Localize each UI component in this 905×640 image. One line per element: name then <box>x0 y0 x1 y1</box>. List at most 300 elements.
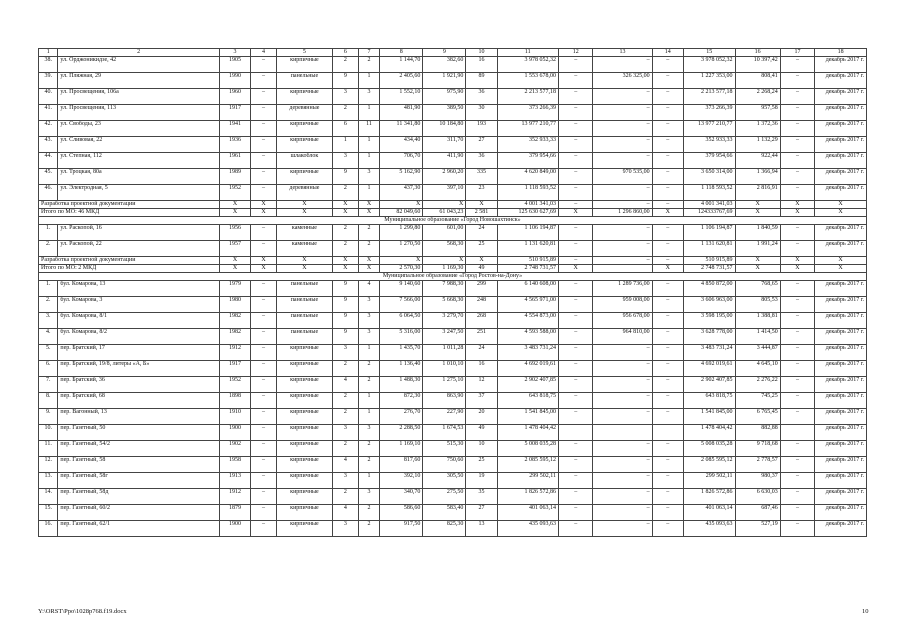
table-cell: – <box>558 89 592 105</box>
table-cell <box>652 425 683 441</box>
summary-cell: X <box>332 257 358 265</box>
table-cell: бул. Комарова, 13 <box>58 281 220 297</box>
table-cell: 882,88 <box>735 425 780 441</box>
table-cell: 1917 <box>219 361 250 377</box>
summary-cell: X <box>276 201 332 209</box>
table-cell: 957,58 <box>735 105 780 121</box>
table-cell: 9 <box>332 169 358 185</box>
table-cell: декабрь 2017 г. <box>815 393 867 409</box>
table-cell: – <box>558 489 592 505</box>
table-cell: 1912 <box>219 489 250 505</box>
table-cell: 4. <box>39 329 58 345</box>
table-cell: – <box>780 377 814 393</box>
column-number: 12 <box>558 49 592 57</box>
table-cell: 706,70 <box>380 153 423 169</box>
table-cell: 15. <box>39 505 58 521</box>
table-cell: 9. <box>39 409 58 425</box>
table-cell: 1879 <box>219 505 250 521</box>
table-cell: 1 270,50 <box>380 241 423 257</box>
table-cell: декабрь 2017 г. <box>815 169 867 185</box>
table-cell: 1 414,50 <box>735 329 780 345</box>
table-cell: – <box>558 241 592 257</box>
summary-cell: X <box>780 257 814 265</box>
table-cell: 1 <box>358 153 380 169</box>
table-cell: 13. <box>39 473 58 489</box>
table-cell: 1 921,90 <box>423 73 466 89</box>
table-cell: 4 554 873,00 <box>497 313 558 329</box>
table-cell: 10. <box>39 425 58 441</box>
summary-cell: X <box>735 209 780 217</box>
table-cell: 3 <box>358 89 380 105</box>
table-cell: 5 316,00 <box>380 329 423 345</box>
table-cell: 750,60 <box>423 457 466 473</box>
table-cell: 1 478 404,42 <box>683 425 735 441</box>
table-cell: – <box>593 457 652 473</box>
table-cell: 1 <box>358 473 380 489</box>
table-cell: – <box>251 137 277 153</box>
table-cell: 3 <box>332 345 358 361</box>
table-cell: – <box>652 225 683 241</box>
summary-cell: X <box>219 201 250 209</box>
table-cell: 515,30 <box>423 441 466 457</box>
table-cell: – <box>652 441 683 457</box>
summary-cell <box>593 265 652 273</box>
table-cell: кирпичные <box>276 89 332 105</box>
table-cell: 2 <box>332 241 358 257</box>
table-cell: 2 902 407,85 <box>497 377 558 393</box>
summary-cell: 2 570,30 <box>380 265 423 273</box>
table-cell: пер. Газетный, 58г <box>58 473 220 489</box>
table-cell: декабрь 2017 г. <box>815 241 867 257</box>
table-cell: 1 118 593,52 <box>683 185 735 201</box>
table-cell: 9 <box>332 73 358 89</box>
table-cell: 817,60 <box>380 457 423 473</box>
summary-cell: X <box>332 201 358 209</box>
summary-cell: 61 043,23 <box>423 209 466 217</box>
table-cell: 568,30 <box>423 241 466 257</box>
table-cell: 299 <box>466 281 497 297</box>
table-cell: пер. Братский, 68 <box>58 393 220 409</box>
table-cell: деревянные <box>276 105 332 121</box>
table-cell: 11 341,80 <box>380 121 423 137</box>
table-cell: – <box>251 521 277 537</box>
column-number: 15 <box>683 49 735 57</box>
table-cell: 922,44 <box>735 153 780 169</box>
column-number: 4 <box>251 49 277 57</box>
table-cell: 193 <box>466 121 497 137</box>
table-cell: – <box>558 185 592 201</box>
table-cell: кирпичные <box>276 521 332 537</box>
table-cell: 326 325,00 <box>593 73 652 89</box>
summary-cell: – <box>593 201 652 209</box>
summary-cell: X <box>815 209 867 217</box>
table-cell: – <box>593 57 652 73</box>
table-cell: – <box>558 473 592 489</box>
summary-cell: X <box>358 257 380 265</box>
summary-cell: – <box>593 257 652 265</box>
summary-cell: X <box>276 265 332 273</box>
summary-cell: 2 581 <box>466 209 497 217</box>
table-cell: кирпичные <box>276 377 332 393</box>
table-cell: – <box>652 105 683 121</box>
table-cell: 2 405,60 <box>380 73 423 89</box>
table-cell: – <box>652 153 683 169</box>
table-cell: – <box>558 521 592 537</box>
table-cell: декабрь 2017 г. <box>815 473 867 489</box>
table-cell: кирпичные <box>276 425 332 441</box>
summary-cell: 2 748 731,57 <box>683 265 735 273</box>
summary-cell: X <box>815 265 867 273</box>
table-cell: 8. <box>39 393 58 409</box>
summary-cell: 49 <box>466 265 497 273</box>
summary-label: Итого по МО: 46 МКД <box>39 209 220 217</box>
table-cell: декабрь 2017 г. <box>815 457 867 473</box>
table-cell: 1 <box>358 137 380 153</box>
table-cell: 248 <box>466 297 497 313</box>
table-cell: – <box>652 121 683 137</box>
table-cell: – <box>558 169 592 185</box>
table-cell: – <box>251 89 277 105</box>
table-cell: – <box>652 489 683 505</box>
table-row <box>39 281 867 297</box>
table-cell: 4 620 849,00 <box>497 169 558 185</box>
table-cell: 1 227 353,00 <box>683 73 735 89</box>
table-cell: 373 266,39 <box>683 105 735 121</box>
table-cell: 1. <box>39 281 58 297</box>
table-cell: 437,30 <box>380 185 423 201</box>
table-cell: – <box>251 441 277 457</box>
table-cell: 4 565 971,00 <box>497 297 558 313</box>
table-cell: 305,50 <box>423 473 466 489</box>
table-cell: – <box>593 105 652 121</box>
table-cell: 4 <box>332 457 358 473</box>
table-cell: 227,90 <box>423 409 466 425</box>
table-cell: декабрь 2017 г. <box>815 361 867 377</box>
table-cell: 1 674,53 <box>423 425 466 441</box>
column-number: 9 <box>423 49 466 57</box>
table-cell: 1900 <box>219 425 250 441</box>
table-cell: 1 106 194,87 <box>683 225 735 241</box>
table-cell: 49 <box>466 425 497 441</box>
table-cell: 917,50 <box>380 521 423 537</box>
table-cell: 1980 <box>219 297 250 313</box>
table-cell: панельные <box>276 329 332 345</box>
summary-cell: X <box>780 265 814 273</box>
summary-cell: X <box>251 209 277 217</box>
table-cell: 4 593 588,00 <box>497 329 558 345</box>
table-cell: 3 279,70 <box>423 313 466 329</box>
table-cell: – <box>251 377 277 393</box>
table-cell: – <box>593 489 652 505</box>
table-cell: 1 118 593,52 <box>497 185 558 201</box>
footer-file-path: Y:\ORST\Ppo\1028p768.f19.docx <box>38 608 127 615</box>
table-cell: 9 140,60 <box>380 281 423 297</box>
summary-cell: X <box>276 209 332 217</box>
section-header-row <box>39 217 867 225</box>
table-cell: – <box>251 297 277 313</box>
table-cell: 3 <box>358 489 380 505</box>
summary-cell: 4 001 341,03 <box>683 201 735 209</box>
table-cell: кирпичные <box>276 361 332 377</box>
table-cell: декабрь 2017 г. <box>815 225 867 241</box>
table-cell: 2. <box>39 241 58 257</box>
table-cell: 1 <box>358 393 380 409</box>
table-cell <box>558 425 592 441</box>
table-cell: 1990 <box>219 73 250 89</box>
table-cell: – <box>558 121 592 137</box>
table-cell: декабрь 2017 г. <box>815 153 867 169</box>
table-cell: – <box>593 377 652 393</box>
table-cell: бул. Комарова, 8/2 <box>58 329 220 345</box>
table-cell: – <box>780 329 814 345</box>
table-cell: ул. Просвещения, 106а <box>58 89 220 105</box>
table-cell: 389,50 <box>423 105 466 121</box>
table-cell: – <box>251 505 277 521</box>
table-cell <box>593 425 652 441</box>
summary-label: Разработка проектной документации <box>39 257 220 265</box>
table-cell: – <box>593 473 652 489</box>
table-cell: ул. Раскопой, 22 <box>58 241 220 257</box>
table-cell: 1 478 404,42 <box>497 425 558 441</box>
table-cell: – <box>251 225 277 241</box>
summary-cell: 82 049,60 <box>380 209 423 217</box>
table-cell: бул. Комарова, 8/1 <box>58 313 220 329</box>
table-cell: – <box>780 89 814 105</box>
table-cell: бул. Комарова, 3 <box>58 297 220 313</box>
table-cell: 9 <box>332 297 358 313</box>
table-cell: 6 140 608,00 <box>497 281 558 297</box>
table-cell: 3 598 195,00 <box>683 313 735 329</box>
table-cell: 1982 <box>219 313 250 329</box>
table-cell: 2 <box>332 489 358 505</box>
table-cell: – <box>780 313 814 329</box>
table-cell: 12 <box>466 377 497 393</box>
table-cell: пер. Газетный, 60/2 <box>58 505 220 521</box>
table-cell: 975,90 <box>423 89 466 105</box>
table-cell: декабрь 2017 г. <box>815 121 867 137</box>
table-cell: – <box>251 241 277 257</box>
table-cell: 1961 <box>219 153 250 169</box>
table-cell: 808,41 <box>735 73 780 89</box>
table-cell: – <box>251 185 277 201</box>
table-cell: 956 678,00 <box>593 313 652 329</box>
table-cell: 299 502,11 <box>497 473 558 489</box>
table-cell: 1941 <box>219 121 250 137</box>
summary-cell: 124333767,69 <box>683 209 735 217</box>
column-number: 17 <box>780 49 814 57</box>
table-cell: 1. <box>39 225 58 241</box>
table-cell: 1958 <box>219 457 250 473</box>
table-cell: 382,60 <box>423 57 466 73</box>
table-cell: 1 131 620,81 <box>497 241 558 257</box>
table-cell: 5 008 035,28 <box>497 441 558 457</box>
summary-cell: X <box>558 265 592 273</box>
table-cell: – <box>593 441 652 457</box>
table-cell: 2 268,24 <box>735 89 780 105</box>
table-cell: 2 <box>358 225 380 241</box>
summary-cell: X <box>219 265 250 273</box>
table-cell: кирпичные <box>276 345 332 361</box>
summary-cell: X <box>652 265 683 273</box>
summary-cell: – <box>558 257 592 265</box>
summary-cell: X <box>358 265 380 273</box>
total-row <box>39 209 867 217</box>
summary-cell: X <box>815 201 867 209</box>
table-cell: – <box>558 105 592 121</box>
table-cell: 9 <box>332 281 358 297</box>
table-cell: – <box>558 225 592 241</box>
table-cell: 2 778,57 <box>735 457 780 473</box>
table-cell: – <box>558 57 592 73</box>
summary-cell: 4 001 341,03 <box>497 201 558 209</box>
table-cell: 3 628 778,00 <box>683 329 735 345</box>
table-cell: 1 372,36 <box>735 121 780 137</box>
table-cell: декабрь 2017 г. <box>815 57 867 73</box>
table-cell: 3 <box>358 329 380 345</box>
table-cell: 3 <box>332 425 358 441</box>
table-cell: 1905 <box>219 57 250 73</box>
table-cell: 19 <box>466 473 497 489</box>
table-cell: – <box>251 153 277 169</box>
table-cell: 527,19 <box>735 521 780 537</box>
table-cell: 586,60 <box>380 505 423 521</box>
table-cell: пер. Газетный, 58д <box>58 489 220 505</box>
table-cell: декабрь 2017 г. <box>815 441 867 457</box>
table-cell: – <box>251 425 277 441</box>
table-cell: 9 <box>332 313 358 329</box>
table-cell: 268 <box>466 313 497 329</box>
table-cell: 1 144,70 <box>380 57 423 73</box>
table-cell: 1979 <box>219 281 250 297</box>
table-cell: 4 <box>332 505 358 521</box>
summary-cell: X <box>219 209 250 217</box>
table-cell: 1 991,24 <box>735 241 780 257</box>
table-row <box>39 521 867 537</box>
table-cell: – <box>593 137 652 153</box>
table-cell: 1 552,10 <box>380 89 423 105</box>
table-cell: 1 <box>358 185 380 201</box>
table-cell: 46. <box>39 185 58 201</box>
table-cell: 2 <box>358 361 380 377</box>
table-cell: – <box>251 313 277 329</box>
table-cell: декабрь 2017 г. <box>815 281 867 297</box>
table-cell: панельные <box>276 313 332 329</box>
table-cell: 2 816,91 <box>735 185 780 201</box>
table-cell: декабрь 2017 г. <box>815 297 867 313</box>
table-row <box>39 377 867 393</box>
table-cell: 12. <box>39 457 58 473</box>
table-cell: 275,50 <box>423 489 466 505</box>
page-number: 10 <box>862 608 869 615</box>
table-cell: – <box>652 281 683 297</box>
table-cell: кирпичные <box>276 441 332 457</box>
table-row <box>39 89 867 105</box>
table-cell: 1936 <box>219 137 250 153</box>
table-cell: ул. Электродная, 5 <box>58 185 220 201</box>
table-cell: 40. <box>39 89 58 105</box>
table-cell: – <box>593 521 652 537</box>
table-cell: декабрь 2017 г. <box>815 505 867 521</box>
summary-label: Итого по МО: 2 МКД <box>39 265 220 273</box>
summary-cell: 1 296 860,00 <box>593 209 652 217</box>
table-cell: – <box>780 121 814 137</box>
table-cell: 3 <box>358 313 380 329</box>
table-row <box>39 169 867 185</box>
table-cell: 38. <box>39 57 58 73</box>
table-cell: 435 093,63 <box>497 521 558 537</box>
table-cell: – <box>780 137 814 153</box>
table-cell: ул. Троцкая, 80а <box>58 169 220 185</box>
table-cell: декабрь 2017 г. <box>815 409 867 425</box>
table-cell: – <box>780 361 814 377</box>
table-cell: 45. <box>39 169 58 185</box>
table-cell: 1 275,10 <box>423 377 466 393</box>
table-cell: 2 902 407,85 <box>683 377 735 393</box>
table-cell: 1957 <box>219 241 250 257</box>
table-cell: – <box>558 345 592 361</box>
table-cell: 24 <box>466 225 497 241</box>
summary-cell: X <box>466 257 497 265</box>
table-cell: 16 <box>466 57 497 73</box>
table-cell: 863,90 <box>423 393 466 409</box>
table-cell: декабрь 2017 г. <box>815 105 867 121</box>
table-cell: 36 <box>466 153 497 169</box>
table-cell: 1898 <box>219 393 250 409</box>
table-cell: – <box>780 409 814 425</box>
table-cell: – <box>558 137 592 153</box>
table-cell: – <box>251 105 277 121</box>
column-number: 16 <box>735 49 780 57</box>
table-cell: – <box>780 225 814 241</box>
repair-program-table <box>38 48 867 537</box>
table-cell: – <box>652 329 683 345</box>
table-cell: 872,30 <box>380 393 423 409</box>
table-cell: 4 850 872,00 <box>683 281 735 297</box>
table-cell: – <box>780 521 814 537</box>
table-cell: ул. Степная, 112 <box>58 153 220 169</box>
table-cell: 4 692 019,61 <box>497 361 558 377</box>
table-cell: – <box>593 225 652 241</box>
table-cell: 4 645,10 <box>735 361 780 377</box>
table-cell: 401 063,14 <box>497 505 558 521</box>
table-cell: – <box>652 457 683 473</box>
column-number: 2 <box>58 49 220 57</box>
summary-cell: X <box>251 201 277 209</box>
table-cell: – <box>593 345 652 361</box>
summary-cell: X <box>652 209 683 217</box>
table-cell: 25 <box>466 457 497 473</box>
summary-cell: X <box>251 265 277 273</box>
column-number: 7 <box>358 49 380 57</box>
table-cell: 311,70 <box>423 137 466 153</box>
summary-cell: 1 169,30 <box>423 265 466 273</box>
summary-cell: 125 630 627,69 <box>497 209 558 217</box>
summary-cell: X <box>380 201 423 209</box>
table-cell: пер. Газетный, 50 <box>58 425 220 441</box>
table-cell: панельные <box>276 297 332 313</box>
table-cell: 1 169,10 <box>380 441 423 457</box>
table-cell: декабрь 2017 г. <box>815 185 867 201</box>
table-cell: 1 553 678,00 <box>497 73 558 89</box>
table-row <box>39 441 867 457</box>
table-cell: 3 <box>332 153 358 169</box>
table-row <box>39 345 867 361</box>
table-cell: 16. <box>39 521 58 537</box>
column-number: 5 <box>276 49 332 57</box>
table-cell: – <box>652 89 683 105</box>
table-cell: 4 692 019,61 <box>683 361 735 377</box>
table-cell: – <box>251 57 277 73</box>
